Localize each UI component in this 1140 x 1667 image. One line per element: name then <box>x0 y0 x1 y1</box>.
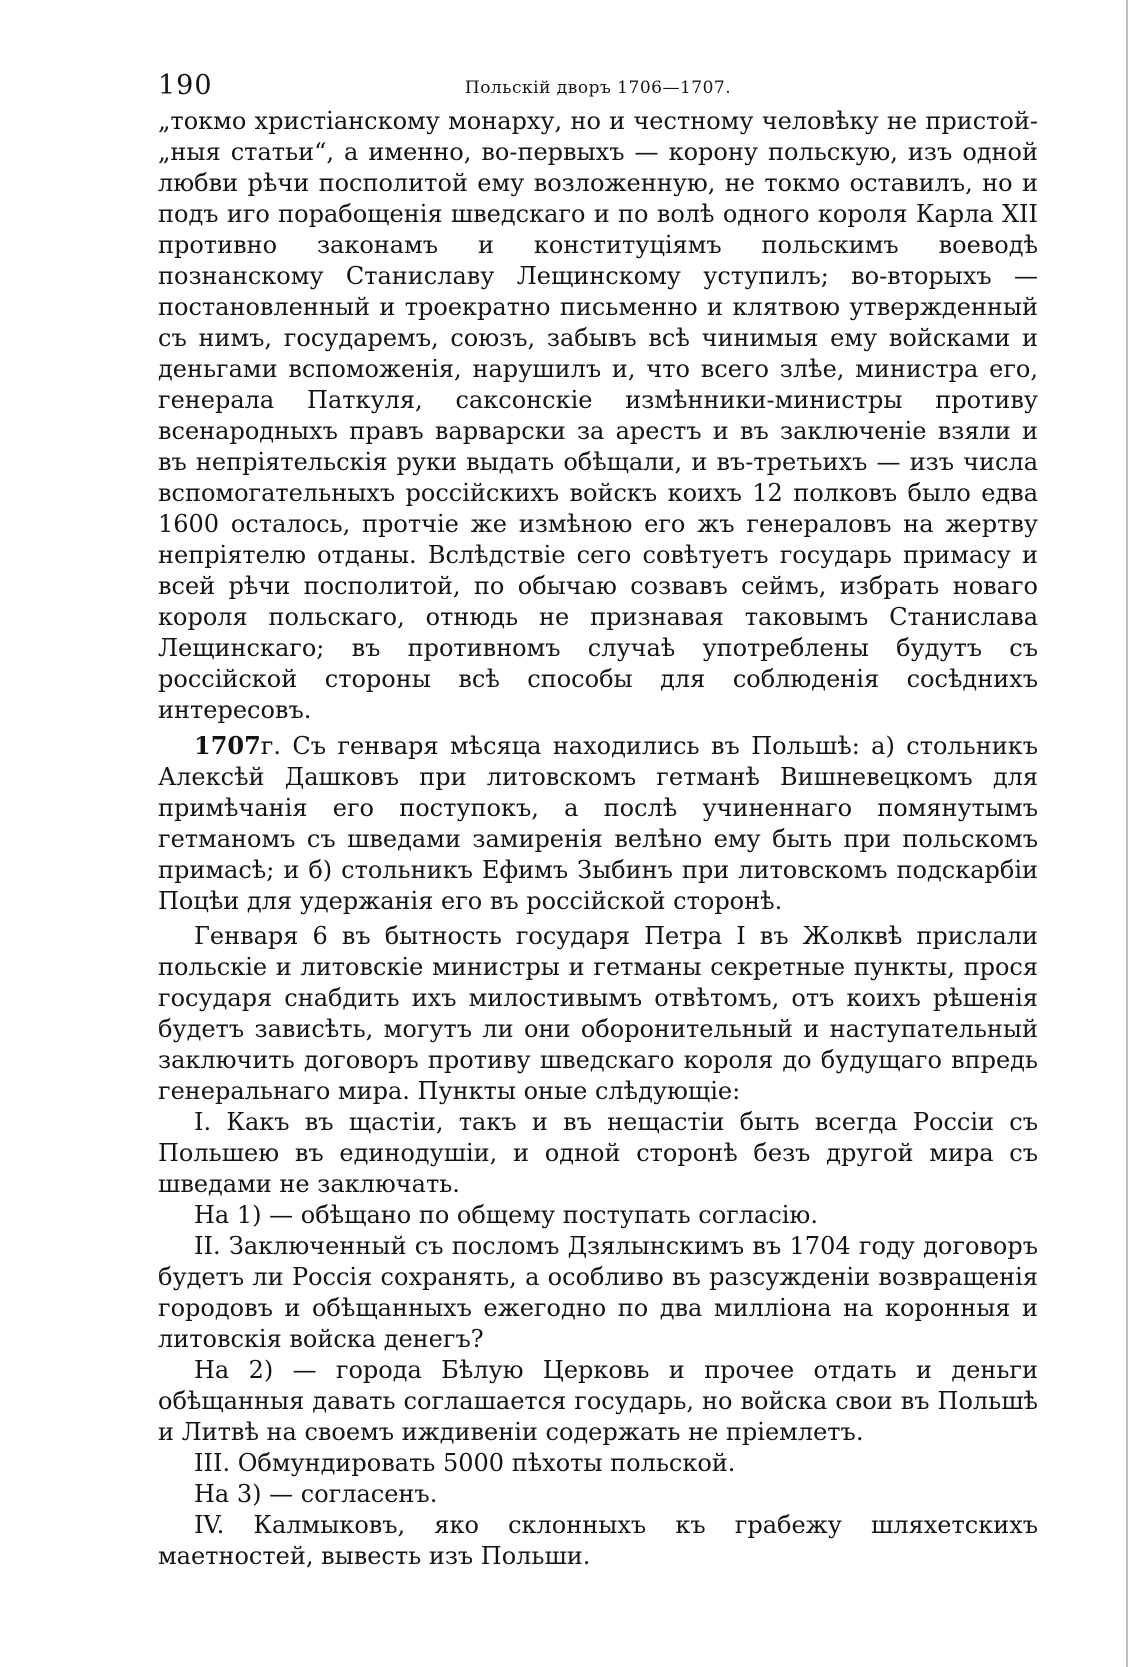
point-1: I. Какъ въ щастіи, такъ и въ нещастіи быть всегда Россіи съ Польшею въ единодушіи, и одной сторонѣ безъ другой мира съ шведами не заключать. <box>158 1108 1038 1198</box>
scan-edge-line <box>1126 0 1128 1667</box>
body-text <box>158 106 1038 1572</box>
point-2: II. Заключенный съ посломъ Дзялынскимъ въ 1704 году договоръ будетъ ли Россія сохранять, а особливо въ разсужденіи возвращенія городовъ и обѣщанныхъ ежегодно по два милліона на коронныя и литовскія войска денегъ? <box>158 1232 1038 1353</box>
paragraph-january-6: Генваря 6 въ бытность государя Петра I въ Жолквѣ прислали польскіе и литовскіе министры и гетманы секретные пункты, прося государя снабдить ихъ милостивымъ отвѣтомъ, отъ коихъ рѣшенія будетъ зависѣть, могутъ ли они оборонительный и наступательный заключить договоръ противу шведскаго короля до будущаго впредь генеральнаго мира. Пункты оные слѣдующіе: <box>158 922 1038 1105</box>
point-3: III. Обмундировать 5000 пѣхоты польской. <box>194 1449 736 1477</box>
year-label: 1707 <box>194 731 261 760</box>
answer-1: На 1) — обѣщано по общему поступать согласію. <box>194 1201 818 1229</box>
paragraph-1707-text: г. Съ генваря мѣсяца находились въ Польшѣ: а) стольникъ Алексѣй Дашковъ при литовскомъ гетманѣ Вишневецкомъ для примѣчанія его поступокъ, а послѣ учиненнаго помянутымъ гетманомъ съ шведами замиренія велѣно ему быть при польскомъ примасѣ; и б) стольникъ Ефимъ Зыбинъ при литовскомъ подскарбіи Поцѣи для удержанія его въ россійской сторонѣ. <box>158 732 1038 915</box>
point-4: IV. Калмыковъ, яко склонныхъ къ грабежу шляхетскихъ маетностей, вывесть изъ Польши. <box>158 1511 1038 1570</box>
answer-3: На 3) — согласенъ. <box>194 1480 438 1508</box>
paragraph-continuation: „токмо христіанскому монарху, но и честному человѣку не пристой-„ныя статьи“, а именно, во-первыхъ — корону польскую, изъ одной любви рѣчи посполитой ему возложенную, не токмо оставилъ, но и подъ иго порабощенія шведскаго и по волѣ одного короля Карла XII противно законамъ и конституціямъ польскимъ воеводѣ познанскому Станиславу Лещинскому уступилъ; во-вторыхъ — постановленный и троекратно письменно и клятвою утвержденный съ нимъ, государемъ, союзъ, забывъ всѣ чинимыя ему войсками и деньгами вспоможенія, нарушилъ и, что всего злѣе, министра его, генерала Паткуля, саксонскіе измѣнники-министры противу всенародныхъ правъ варварски за арестъ и въ заключеніе взяли и въ непріятельскія руки выдать обѣщали, и въ-третьихъ — изъ числа вспомогательныхъ россійскихъ войскъ коихъ 12 полковъ было едва 1600 осталось, протчіе же измѣною его жъ генераловъ на жертву непріятелю отданы. Вслѣдствіе сего совѣтуетъ государь примасу и всей рѣчи посполитой, по обычаю созвавъ сеймъ, избрать новаго короля польскаго, отнюдь не признавая таковымъ Станислава Лещинскаго; въ противномъ случаѣ употреблены будутъ съ россійской стороны всѣ способы для соблюденія сосѣднихъ интересовъ. <box>158 107 1038 724</box>
page-header <box>158 58 1038 106</box>
answer-2: На 2) — города Бѣлую Церковь и прочее отдать и деньги обѣщанныя давать соглашается государь, но войска свои въ Польшѣ и Литвѣ на своемъ иждивеніи содержать не пріемлетъ. <box>158 1356 1038 1446</box>
running-title: Польскій дворъ 1706—1707. <box>464 78 732 98</box>
paragraph-1707 <box>158 730 1038 917</box>
page-number: 190 <box>158 70 213 101</box>
book-page <box>158 58 1038 1572</box>
